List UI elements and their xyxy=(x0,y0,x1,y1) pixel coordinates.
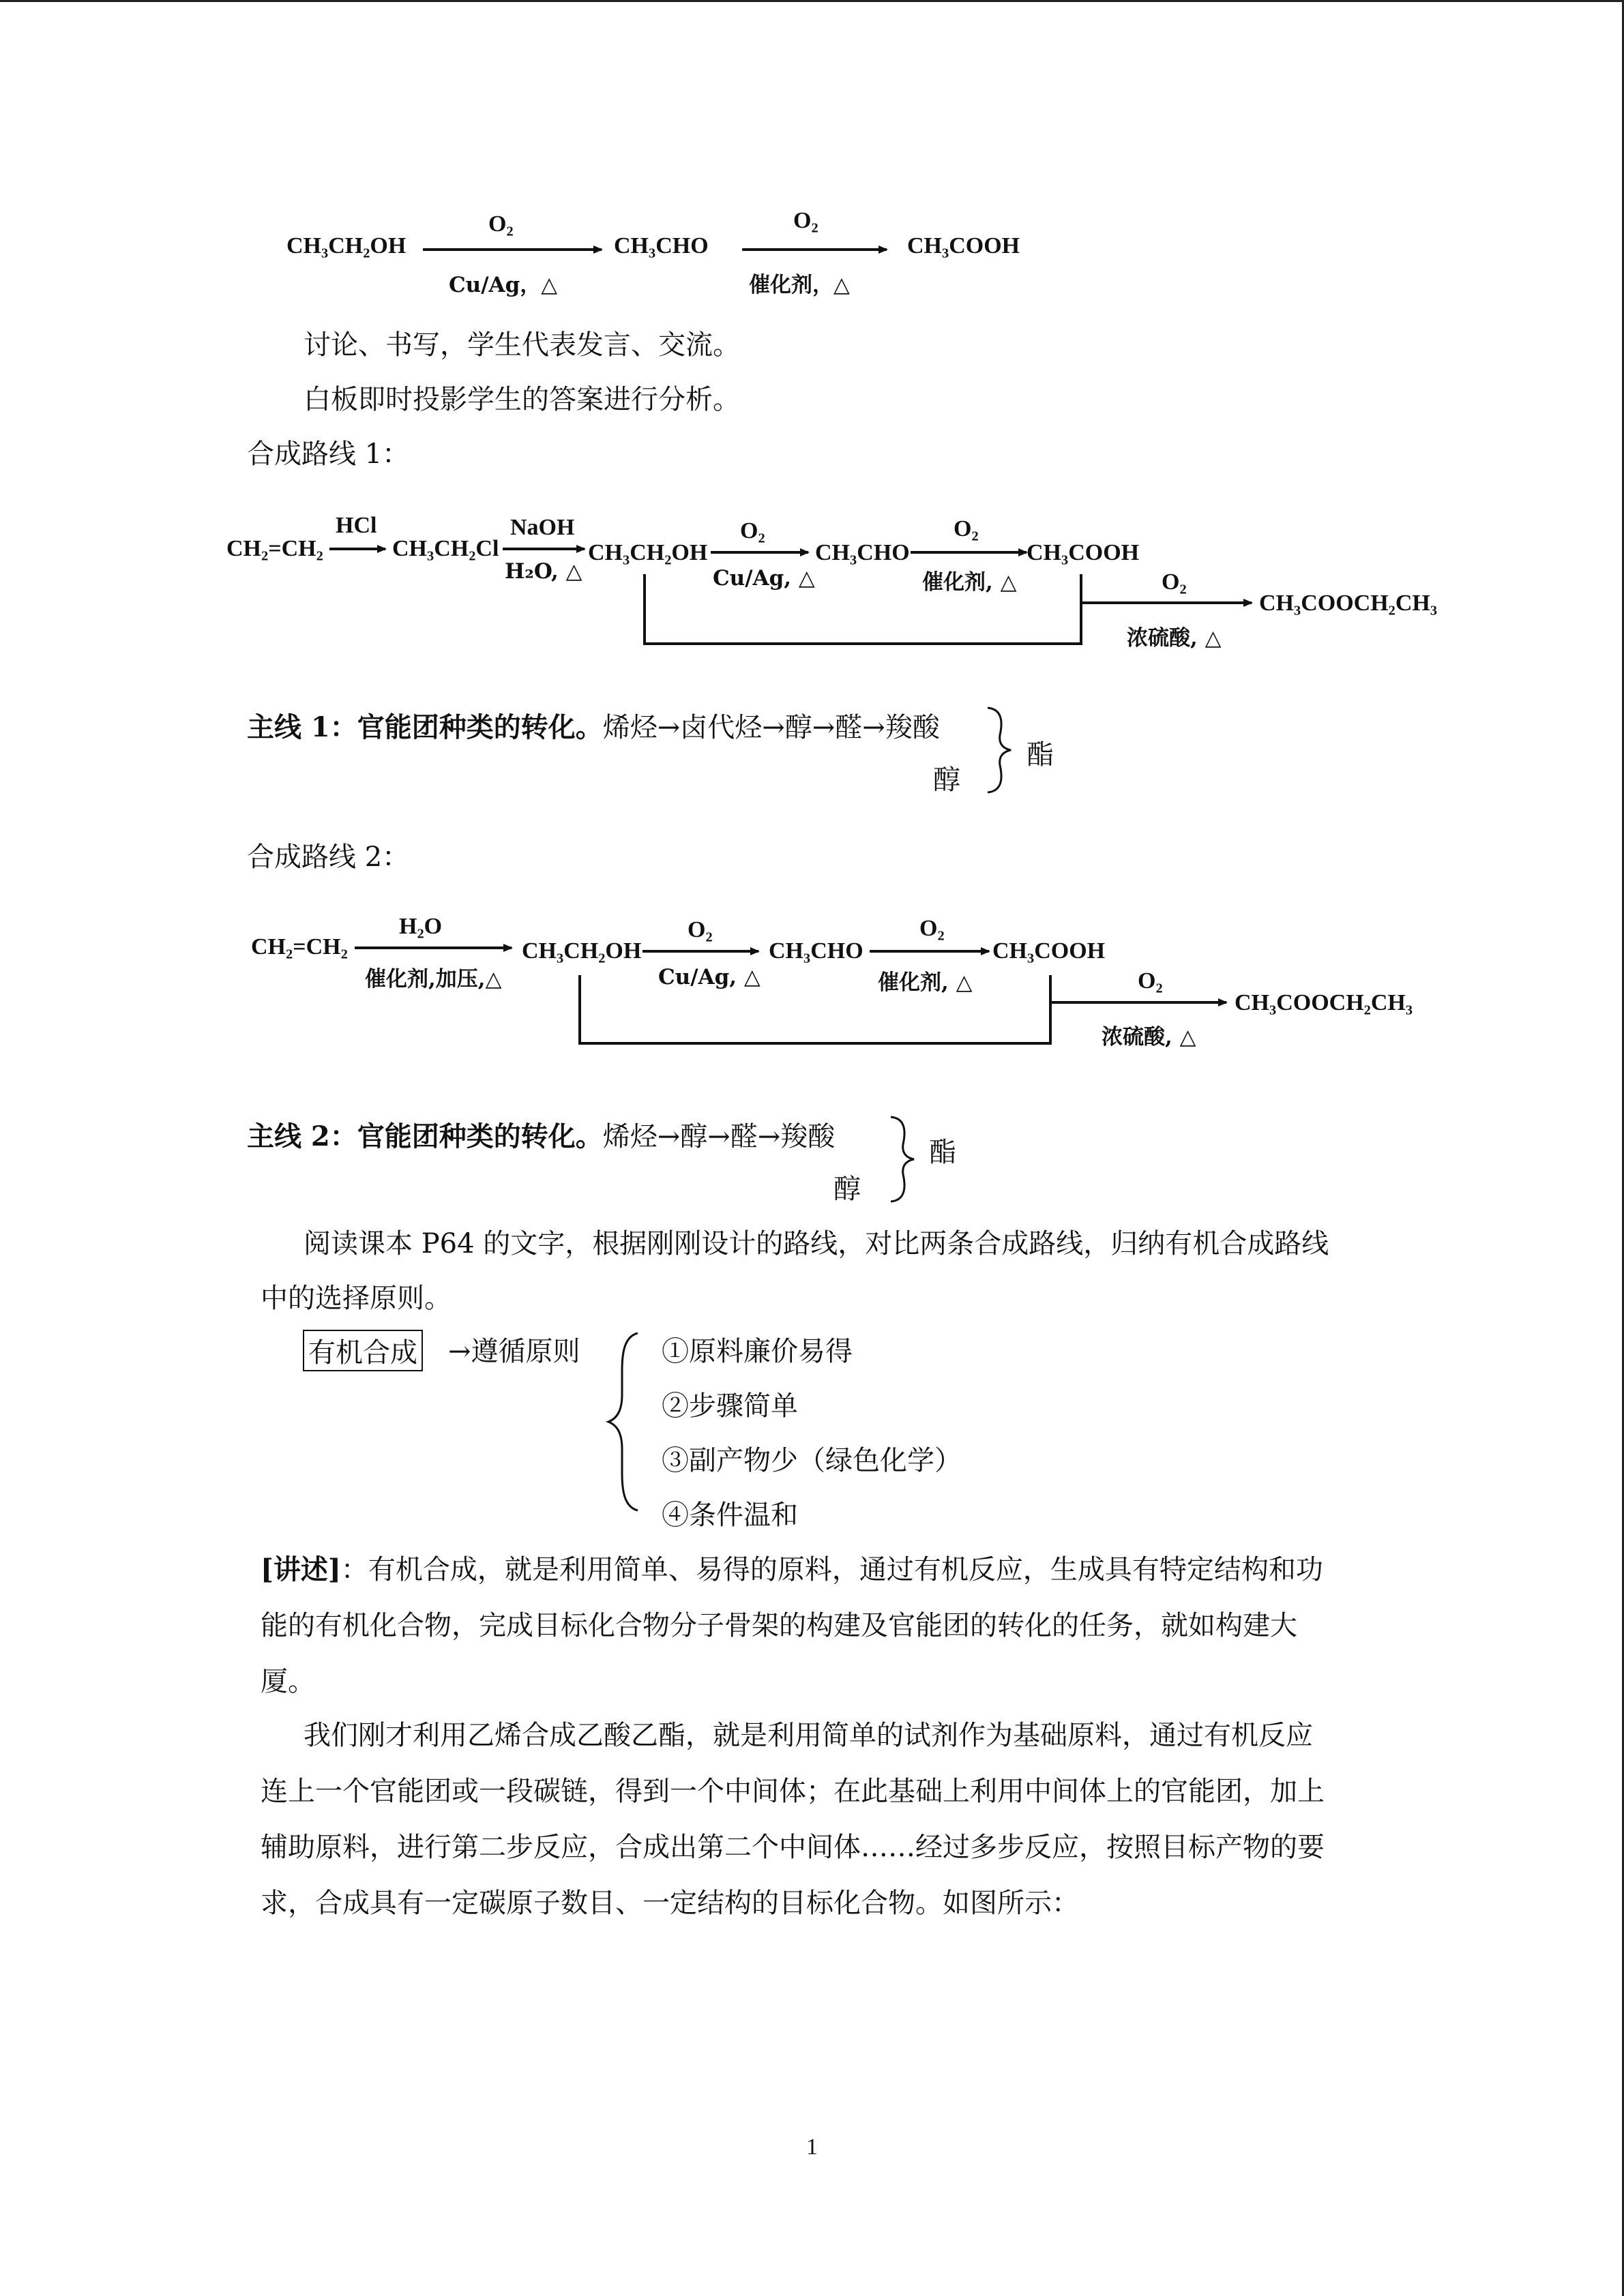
mainline1-second: 醇 xyxy=(933,764,960,796)
para-we-line-4: 求，合成具有一定碳原子数目、一定结构的目标化合物。如图所示： xyxy=(261,1888,1079,1919)
r2-a1-below: 催化剂,加压,△ xyxy=(365,967,502,992)
r2-a4-above: O₂ xyxy=(1138,968,1163,994)
r1-a4-below: 催化剂, △ xyxy=(922,570,1017,595)
principle-2: ②步骤简单 xyxy=(662,1390,798,1422)
r1-a3-below: Cu/Ag, △ xyxy=(713,566,815,591)
mainline2-label: 主线 2：官能团种类的转化。 xyxy=(247,1120,603,1152)
r2-a2-above: O₂ xyxy=(688,917,713,942)
para-read-2: 中的选择原则。 xyxy=(261,1283,452,1314)
lecture-line-1-text: ：有机合成，就是利用简单、易得的原料，通过有机反应，生成具有特定结构和功 xyxy=(340,1554,1323,1585)
r1-a1-above: HCl xyxy=(336,513,377,538)
r1-ethyl-acetate: CH₃COOCH₂CH₃ xyxy=(1259,591,1438,616)
lecture-line-2: 能的有机化合物，完成目标化合物分子骨架的构建及官能团的转化的任务，就如构建大 xyxy=(261,1610,1297,1641)
r2-ethene: CH₂=CH₂ xyxy=(251,934,348,959)
para-we-line-1: 我们刚才利用乙烯合成乙酸乙酯，就是利用简单的试剂作为基础原料，通过有机反应 xyxy=(304,1720,1313,1751)
mainline1-label: 主线 1：官能团种类的转化。 xyxy=(247,711,603,743)
r1-acetic-acid: CH₃COOH xyxy=(1027,540,1140,565)
r2-ethanol: CH₃CH₂OH xyxy=(522,938,642,964)
lecture-line-1 xyxy=(261,1548,1323,1587)
top-arrow-1-above: O₂ xyxy=(488,211,514,237)
principle-4: ④条件温和 xyxy=(662,1500,798,1531)
principles-arrow-label: →遵循原则 xyxy=(448,1336,580,1367)
principle-3: ③副产物少（绿色化学） xyxy=(662,1445,962,1476)
r2-acetic-acid: CH₃COOH xyxy=(992,938,1106,964)
ml1-brace xyxy=(988,708,1011,792)
r2-a1-above: H₂O xyxy=(399,914,443,939)
mainline1-result: 酯 xyxy=(1027,739,1054,771)
r1-a5-below: 浓硫酸, △ xyxy=(1127,626,1222,651)
top-arrow-1-below: Cu/Ag，△ xyxy=(449,273,558,297)
top-arrow-2-below: 催化剂，△ xyxy=(749,273,850,297)
r1-a2-below: H₂O, △ xyxy=(505,559,582,584)
mainline2-row xyxy=(247,1115,835,1154)
mainline2-second: 醇 xyxy=(833,1174,861,1205)
ml2-brace xyxy=(891,1117,914,1202)
para-we-line-3: 辅助原料，进行第二步反应，合成出第二个中间体……经过多步反应，按照目标产物的要 xyxy=(261,1832,1325,1863)
principles-brace xyxy=(608,1333,638,1510)
route2-title: 合成路线 2： xyxy=(247,841,410,873)
r2-a4-below: 浓硫酸, △ xyxy=(1102,1025,1196,1049)
r2-a3-below: 催化剂, △ xyxy=(878,970,973,995)
para-discuss: 讨论、书写，学生代表发言、交流。 xyxy=(304,329,740,361)
r1-a2-above: NaOH xyxy=(510,515,575,540)
r1-a3-above: O₂ xyxy=(740,518,765,543)
r2-acetaldehyde: CH₃CHO xyxy=(769,938,863,964)
top-reactant: CH₃CH₂OH xyxy=(286,233,407,258)
mainline1-row xyxy=(247,706,940,745)
top-arrow-2-above: O₂ xyxy=(793,208,818,233)
top-intermediate: CH₃CHO xyxy=(614,233,709,258)
r2-ethyl-acetate: CH₃COOCH₂CH₃ xyxy=(1235,990,1413,1015)
r1-ethene: CH₂=CH₂ xyxy=(226,536,323,561)
r2-a3-above: O₂ xyxy=(919,916,945,941)
r2-bracket xyxy=(580,975,1050,1043)
route1-title: 合成路线 1： xyxy=(247,438,410,470)
r1-chloroethane: CH₃CH₂Cl xyxy=(392,536,499,561)
mainline1-chain: 烯烃→卤代烃→醇→醛→羧酸 xyxy=(602,712,940,743)
top-product: CH₃COOH xyxy=(907,233,1020,258)
principles-box: 有机合成 xyxy=(303,1330,423,1371)
para-read-1: 阅读课本 P64 的文字，根据刚刚设计的路线，对比两条合成路线，归纳有机合成路线 xyxy=(304,1228,1329,1259)
mainline2-chain: 烯烃→醇→醛→羧酸 xyxy=(602,1121,836,1152)
r1-acetaldehyde: CH₃CHO xyxy=(815,540,910,565)
principle-1: ①原料廉价易得 xyxy=(662,1336,853,1367)
r2-a2-below: Cu/Ag, △ xyxy=(658,965,761,989)
mainline2-result: 酯 xyxy=(929,1137,956,1168)
lecture-line-3: 厦。 xyxy=(261,1666,315,1697)
lecture-tag: [讲述] xyxy=(261,1553,341,1585)
r1-a4-above: O₂ xyxy=(954,516,979,541)
r1-a5-above: O₂ xyxy=(1162,569,1187,595)
page-number: 1 xyxy=(806,2134,818,2160)
para-whiteboard: 白板即时投影学生的答案进行分析。 xyxy=(304,384,740,415)
r1-ethanol: CH₃CH₂OH xyxy=(588,540,708,565)
para-we-line-2: 连上一个官能团或一段碳链，得到一个中间体；在此基础上利用中间体上的官能团，加上 xyxy=(261,1776,1325,1807)
